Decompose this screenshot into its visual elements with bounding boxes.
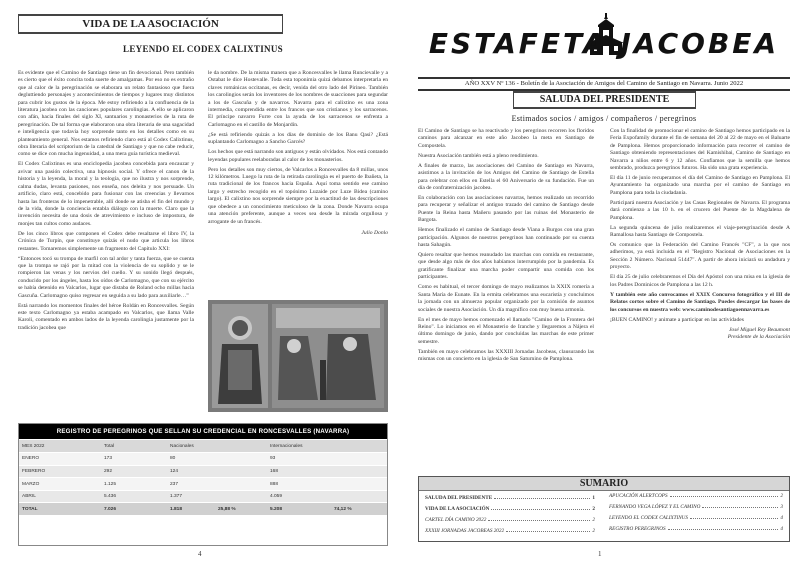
divider <box>418 77 790 79</box>
sumario-item[interactable] <box>609 515 783 521</box>
registro-table <box>18 423 388 546</box>
table-cell <box>215 478 267 491</box>
paragraph: Está narrando los momentos finales del héroe Roldán en Roncesvalles. Según este texto Carlomagno ya estaba acampado en Valcarlos, que llama Valle Karoli, comentado en ambos lados de la leyenda carolingia justamente por la tradición jacobea que <box>18 302 194 331</box>
table-cell <box>215 465 267 478</box>
sumario-item-page: 4 <box>780 526 783 532</box>
table-cell: 93 <box>267 453 331 466</box>
table-cell: 1.818 <box>167 503 215 516</box>
paragraph: Os comunico que la Federación del Camino Francés "CF", a la que nos adherimos, ya está incluida en el "Registro Nacional de Asociaciones en la Sección 2 Número. Nacional 51447". A partir de ahora iniciará su andadura y proyecto. <box>610 242 790 271</box>
table-cell: MES 2022 <box>19 440 101 453</box>
table-cell <box>215 453 267 466</box>
sumario-item-label: LEYENDO EL CODEX CALIXTINUS <box>609 515 689 521</box>
page-number: 1 <box>598 550 602 558</box>
paragraph: le da nombre. De la misma manera que a Roncesvalles le llama Runcievalle y a Ostabat le dice Hostevalle. Toda esta toponimia quizá debamos interpretarla en claves románicas occitanas, es decir, venida del otro lado del Pirineo. También los carolingios serán los inventores de los nombres de suacciones para segundar a los de Gascuña y de navarros. Navarra para el calixtino es una zona intermedia, comprendida entre los francos que son cristianos y los sarracenos. El príncipe navarro Furre con la ayuda de los sarracenos se enfrenta a Carlomagno en el castillo de Monjardín. <box>208 70 388 128</box>
table-cell <box>215 440 267 453</box>
sumario-item-label: SALUDA DEL PRESIDENTE <box>425 495 493 501</box>
table-cell: Nacionales <box>167 440 215 453</box>
table-header-row <box>19 440 387 453</box>
table-cell: FEBRERO <box>19 465 101 478</box>
sumario-item-page: 2 <box>592 506 595 512</box>
paragraph: Pero los detalles son muy ciertos, de Valcarlos a Roncesvalles da 8 millas, unos 12 kilómetros. Luego la ruta de la retirada carolingia es el puerto de Ibañeta, la ruta tradicional de los francos hacia España. Aquí toma sentido ese camino largo y estrecho recogido en el topónimo Luzaide por Luze Bidea (camino largo). El calixtino nos sorprende siempre por la exactitud de las descripciones que obedece a un conocimiento meticuloso de la zona. Donde Navarra ocupa una atención preferente, aunque a veces sea desde la mirada orgullosa y arrogante de un francés. <box>208 166 388 225</box>
signature-role: Presidente de la Asociación <box>727 333 790 340</box>
paragraph: “Entonces tocó su trompa de marfil con tal ardor y tanta fuerza, que se cuenta que la trompa se rajó por la mitad con la violencia de su soplido y se le rompieron las venas y los nervios del cuello. Y su sonido llegó después, conducido por los ángeles, hasta los oídos de Carlomagno, que con su ejército se había detenido en Valcarlos, lugar que distaba de Roland ocho millas hacia Gascuña. Carlomagno quiso regresar en seguida a su lado para auxiliarle…” <box>18 255 194 299</box>
table-cell: 7.026 <box>101 503 167 516</box>
sumario-item-page: 2 <box>780 493 783 499</box>
masthead-title: ESTAFETA JACOBEA <box>428 27 780 60</box>
paragraph: De los cinco libros que componen el Codex debe resaltarse el libro IV, la Crónica de Turpín, que constituye quizás el nudo que articula los libros restantes. Tomaremos simplemente un fragmento del Capítulo XXI: <box>18 230 194 252</box>
paragraph: Con la finalidad de promocionar el camino de Santiago hemos participado en la Feria Expofamily durante el fin de semana del 20 al 22 de mayo en el Baluarte de Pamplona. Hemos proporcionado información para recorrer el camino de Santiago obteniendo representaciones del Kamishibai, Camino de Santiago en Navarra a niños entre 6 y 12 años. Confiamos que la semilla que hemos sembrado, produzca peregrinos futuros. Ha sido una grata experiencia. <box>610 128 790 172</box>
table-cell: 292 <box>101 465 167 478</box>
table-cell: 173 <box>101 453 167 466</box>
paragraph: Hemos finalizado el camino de Santiago desde Viana a Burgos con una gran participación. Algunos de nuestros peregrinos han continuado por su cuenta hasta Sahagún. <box>418 227 594 249</box>
table-cell <box>331 453 387 466</box>
sumario-item[interactable] <box>425 517 595 523</box>
table-cell: 124 <box>167 465 215 478</box>
table-cell: 168 <box>267 465 331 478</box>
table-cell: 5.208 <box>267 503 331 516</box>
paragraph: Nuestra Asociación también está a pleno rendimiento. <box>418 152 539 159</box>
paragraph: El día 25 de julio celebraremos el Día del Apóstol con una misa en la iglesia de los Padres Dominicos de Pamplona a las 12 h. <box>610 274 790 288</box>
paragraph: Participará nuestra Asociación y las Casas Regionales de Navarra. El programa dará comienzo a las 10 h. en el crucero del Puente de la Magdalena de Pamplona. <box>610 199 790 221</box>
paragraph: El Codex Calixtinus es una enciclopedia jacobea concebida para encauzar y avivar una pasión colectiva, una hipnosis social. Y ofrece el canon de la historia y la leyenda, la moral y la teología, que no ilustra y nos sorprende, calma dudas, levanta pasiones, nos enseña, nos deleita y nos persuade. Un artificio, claro está, concebido para fusionar con las creencias y llevarnos hasta las fronteras de lo impenetrable, allí donde se atisba el fin del mundo y de la vida, donde la conciencia entabla diálogo con la muerte. Claro que la invención necesita de una dosis de atrevimiento e incluso de impostura, de monjes tan cultos como audaces. <box>18 161 194 227</box>
table-cell: TOTAL <box>19 503 101 516</box>
table-row <box>19 478 387 491</box>
sumario-item[interactable] <box>609 493 783 499</box>
paragraph: En el mes de mayo hemos comenzado el llamado "Camino de la Frontera del Reino". Lo iniciamos en el Monasterio de Iranche y llegaremos a Nájera el último domingo de junio, dando por concluidas las marchas de este primer semestre. <box>418 316 594 345</box>
table-cell: ABRIL <box>19 490 101 503</box>
paragraph: ¿Se está refiriendo quizás a los días de dominio de los Banu Qasi? ¿Está suplantando Carlomagno a Sancho Garcés? <box>208 131 388 146</box>
sumario-item-page: 1 <box>592 495 595 501</box>
sumario-item[interactable] <box>425 495 595 501</box>
table-cell <box>331 490 387 503</box>
sumario-item-label: REGISTRO PEREGRINOS <box>609 526 666 532</box>
sumario-item-label: APUCACIÓN ALERTCOPS <box>609 493 668 499</box>
paragraph: En colaboración con las asociaciones navarras, hemos realizado un recorrido para recuperar y señalizar el antiguo trazado del camino de Santiago desde Puente la Reina hasta Mañeru pasando por las ruinas del Monasterio de Bargota. <box>418 195 594 224</box>
right-col-1 <box>418 128 594 472</box>
paragraph: Quiero resaltar que hemos reanudado las marchas con comida en restaurante, que desde algo más de dos años habíamos interrumpido por la pandemia. Es gratificante finalizar una marcha poder compartir una comida con los participantes. <box>418 252 594 281</box>
table-total-row <box>19 503 387 516</box>
table-cell <box>331 465 387 478</box>
table-cell: 888 <box>267 478 331 491</box>
table-cell: ENERO <box>19 453 101 466</box>
sumario-item-label: FERNANDO VEGA LÓPEZ Y EL CAMINO <box>609 504 701 510</box>
table-cell: 1.125 <box>101 478 167 491</box>
codex-illustration <box>208 300 388 412</box>
sumario-item-page: 2 <box>592 528 595 534</box>
article-title: LEYENDO EL CODEX CALIXTINUS <box>123 44 283 54</box>
page-number: 4 <box>198 550 202 558</box>
sumario-item-page: 2 <box>592 517 595 523</box>
section-header-vida: VIDA DE LA ASOCIACIÓN <box>18 14 283 34</box>
sumario-item[interactable] <box>609 526 783 532</box>
sumario-item[interactable] <box>425 528 595 534</box>
sumario-item[interactable] <box>425 506 595 512</box>
sumario-item-label: CARTEL DÍA CAMINO 2022 <box>425 517 487 523</box>
saluda-subtitle: Estimados socios / amigos / compañeros / peregrinos <box>511 114 697 123</box>
paragraph: ¡BUEN CAMINO! y animate a participar en las actividades <box>610 316 744 323</box>
paragraph: A finales de marzo, las asociaciones del Camino de Santiago en Navarra, asistimos a la invitación de los Amigos del Camino de Santiago de Estella para celebrar con ellos en Estella el 60 Aniversario de su fundación. Fue un día de confraternización jacobea. <box>418 162 594 192</box>
table-cell: Total <box>101 440 167 453</box>
sumario-title: SUMARIO <box>419 477 789 491</box>
table-cell: MARZO <box>19 478 101 491</box>
table-cell: 5.436 <box>101 490 167 503</box>
sumario-item[interactable] <box>609 504 783 510</box>
table-row <box>19 453 387 466</box>
table-cell <box>215 490 267 503</box>
table-cell: 237 <box>167 478 215 491</box>
table-cell <box>331 478 387 491</box>
table-cell: 74,12 % <box>331 503 387 516</box>
masthead <box>418 13 790 75</box>
paragraph: Como es habitual, el tercer domingo de mayo realizamos la XXIX romería a Santa María de Eunate. En la ermita celebramos una eucaristía y concluimos la jornada con un almuerzo popular organizado por la comisión de asuntos sociales de nuestra Asociación. Un día magnífico con muy buena armonía. <box>418 284 594 313</box>
left-col-2 <box>208 70 388 296</box>
table-cell: 1.377 <box>167 490 215 503</box>
table-cell: 25,88 % <box>215 503 267 516</box>
right-col-2 <box>610 128 790 472</box>
table-cell: Internacionales <box>267 440 331 453</box>
registro-title: REGISTRO DE PEREGRINOS QUE SELLAN SU CREDENCIAL EN RONCESVALLES (NAVARRA) <box>19 424 387 439</box>
masthead-subtitle: AÑO XXV Nº 136 - Boletín de la Asociación de Amigos del Camino de Santiago en Navarra. Junio 2022 <box>464 80 744 87</box>
table-row <box>19 465 387 478</box>
sumario-box <box>418 476 790 542</box>
sumario-item-label: XXXIII JORNADAS JACOBEAS 2022 <box>425 528 505 534</box>
signature: Julio Donlo <box>361 229 388 236</box>
paragraph: El Camino de Santiago se ha reactivado y los peregrinos recorren los floridos caminos para alcanzar en este año Jacobeo la meta en Santiago de Compostela. <box>418 128 594 149</box>
paragraph: Y también este año convocamos el XXIX Concurso fotográfico y el III de Relatos cortos sobre el Camino de Santiago. Puedes descargar las bases de los concursos en nuestra web: www.caminodesantiagoennavarra.es <box>610 291 790 313</box>
paragraph: La segunda quincena de julio realizaremos el viaje-peregrinación desde A Ramallosa hasta Santiago de Compostela. <box>610 224 790 239</box>
right-page <box>400 0 800 566</box>
sumario-item-label: VIDA DE LA ASOCIACIÓN <box>425 506 490 512</box>
paragraph: También en mayo celebramos las XXXIII Jornadas Jacobeas, clausurando las mismas con un concierto en la iglesia de San Saturnino de Pamplona. <box>418 348 594 363</box>
table-row <box>19 490 387 503</box>
table-cell <box>331 440 387 453</box>
sumario-item-page: 3 <box>780 504 783 510</box>
table-cell: 80 <box>167 453 215 466</box>
paragraph: Los hechos que está narrando son antiguos y están olvidados. Nos está contando leyendas populares reelaboradas al calor de los monasterios. <box>208 149 388 163</box>
sumario-item-page: 4 <box>780 515 783 521</box>
paragraph: Es evidente que el Camino de Santiago tiene un fin devocional. Pero también es cierto que el éxito concita toda suerte de amalgamas. Por eso no es extraño que al calor de la peregrinación se elaborara un relato fantasioso que fuera degluttiendo personajes y acontecimientos de tiempos y lugares muy distintos para cubrir los gustos de la época. Me estoy refiriendo a la confluencia de la literatura jacobea con las canciones populares carolingias. A ello se aplicaron con afán, hacia finales del siglo XI, santuarios y monasterios de la ruta de peregrinación. De tal forma que elaboraron una obra literaria de una sagacidad e inteligencia que todavía hoy sorprende tanto en los detalles como en su planteamiento general. Nos estamos refiriendo claro está al Codex Calixtinus, obra literaria del scriptorium de la catedral de Santiago y que no cabe reducir, como se dice con mucha ingenuidad, a una mera guía turística medieval. <box>18 70 194 158</box>
left-col-1 <box>18 70 194 422</box>
paragraph: El día 11 de junio recuperamos el día del Camino de Santiago en Pamplona. El Ayuntamiento ha organizado una marcha por el camino de Santiago en Pamplona para toda la ciudadanía. <box>610 175 790 196</box>
table-cell: 4.059 <box>267 490 331 503</box>
signature-name: José Miguel Rey Beaumont <box>728 326 790 333</box>
section-header-saluda: SALUDA DEL PRESIDENTE <box>513 91 696 109</box>
